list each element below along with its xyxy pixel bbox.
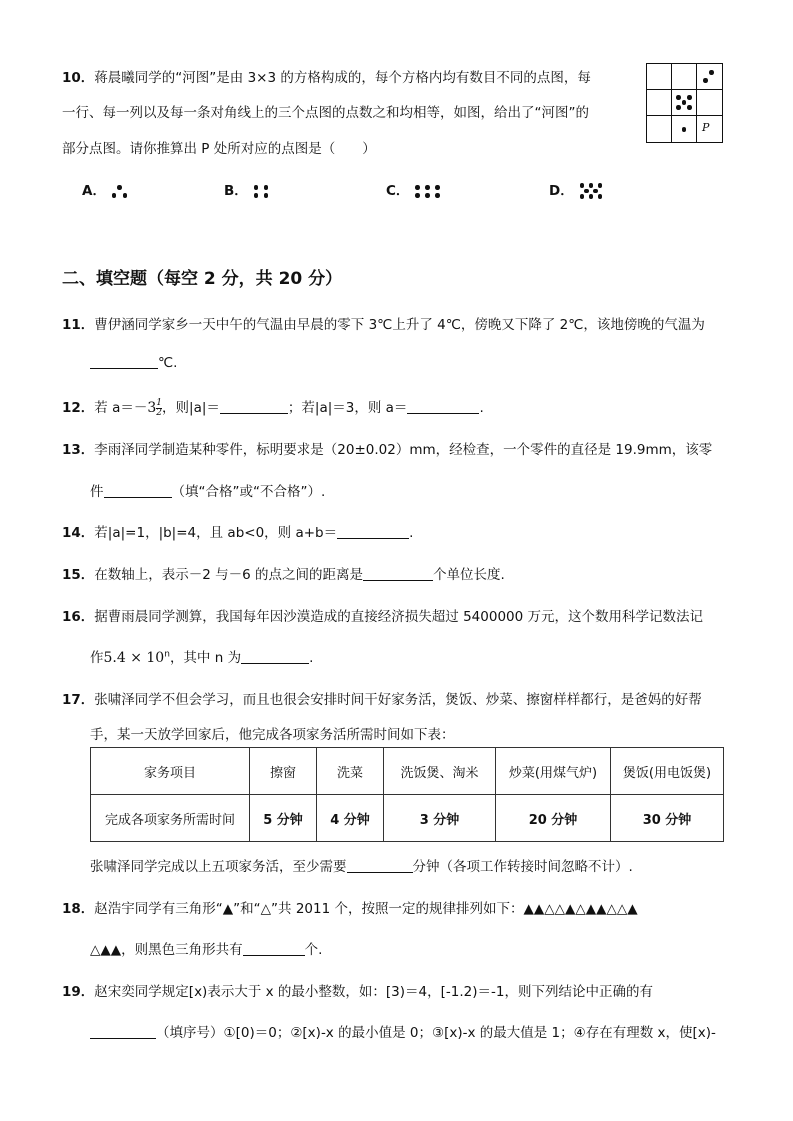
- q13-answer-blank[interactable]: [104, 484, 172, 498]
- table-cell: 家务项目: [91, 748, 250, 795]
- q14-line: 14．若|a|=1，|b|=4，且 ab<0，则 a+b＝ .: [62, 525, 414, 541]
- table-cell: 4 分钟: [317, 795, 384, 842]
- table-row: [91, 795, 724, 842]
- chores-time-table: [90, 747, 724, 842]
- q11-answer-blank[interactable]: [90, 355, 158, 369]
- q10-text-1: 蒋晨曦同学的“河图”是由 3×3 的方格构成的，每个方格内均有数目不同的点图，每: [94, 70, 591, 86]
- choice-d[interactable]: D．: [549, 179, 604, 199]
- q15-answer-blank[interactable]: [363, 567, 433, 581]
- q19-line1: 19．赵宋奕同学规定[x)表示大于 x 的最小整数，如：[3)＝4，[-1.2)＝-1，则下列结论中正确的有: [62, 984, 653, 1000]
- dots-icon-eight: [580, 183, 604, 199]
- q18-answer-blank[interactable]: [243, 942, 305, 956]
- q10-line2: 一行、每一列以及每一条对角线上的三个点图的点数之和均相等，如图，给出了“河图”的: [62, 105, 589, 121]
- grid-dot: [682, 127, 687, 132]
- q17-line2: 手，某一天放学回家后，他完成各项家务活所需时间如下表：: [90, 727, 455, 743]
- q17-line1: 17．张啸泽同学不但会学习，而且也很会安排时间干好家务活，煲饭、炒菜、擦窗样样都行，是爸妈的好帮: [62, 692, 702, 708]
- choice-b[interactable]: B．: [224, 179, 270, 199]
- q14-answer-blank[interactable]: [337, 525, 409, 539]
- table-cell: 煲饭(用电饭煲): [611, 748, 724, 795]
- table-cell: 炒菜(用煤气炉): [496, 748, 611, 795]
- choice-c[interactable]: C．: [386, 179, 441, 199]
- q15-line: 15．在数轴上，表示－2 与－6 的点之间的距离是 个单位长度.: [62, 567, 505, 583]
- table-row: [91, 748, 724, 795]
- choice-a[interactable]: A．: [82, 179, 128, 199]
- q13-line1: 13．李雨泽同学制造某种零件，标明要求是（20±0.02）mm，经检查，一个零件的直径是 19.9mm，该零: [62, 442, 713, 458]
- grid-dot: [709, 70, 714, 75]
- q12-a-blank[interactable]: [407, 400, 479, 414]
- table-cell: 完成各项家务所需时间: [91, 795, 250, 842]
- q17-after-table: 张啸泽同学完成以上五项家务活，至少需要 分钟（各项工作转接时间忽略不计）.: [90, 859, 633, 875]
- dots-icon-six: [415, 184, 441, 198]
- table-cell: 5 分钟: [250, 795, 317, 842]
- grid-dot: [682, 100, 687, 105]
- q18-line2: △▲▲，则黑色三角形共有 个.: [90, 942, 323, 958]
- dots-icon-three: [112, 184, 128, 198]
- q19-answer-blank[interactable]: [90, 1025, 156, 1039]
- table-cell: 30 分钟: [611, 795, 724, 842]
- grid-dot: [687, 95, 692, 100]
- q10-number: 10．: [62, 70, 95, 86]
- section-heading-fill-blank: 二、填空题（每空 2 分，共 20 分）: [62, 269, 343, 289]
- grid-dot: [676, 95, 681, 100]
- q12-line: 12．若 a＝－3 $\frac{1}{2}$ ，则|a|＝ ；若|a|＝3，则 a＝ .: [62, 397, 484, 418]
- q16-answer-blank[interactable]: [241, 650, 309, 664]
- q12-abs-blank[interactable]: [220, 400, 288, 414]
- dots-icon-four: [254, 184, 270, 198]
- q16-line1: 16．据曹雨晨同学测算，我国每年因沙漠造成的直接经济损失超过 5400000 万元，这个数用科学记数法记: [62, 609, 704, 625]
- q16-line2: 作$5.4 \times 10^n$，其中 n 为 .: [90, 649, 314, 666]
- q19-line2: （填序号）①[0)＝0；②[x)-x 的最小值是 0；③[x)-x 的最大值是 1；④存在有理数 x，使[x)-: [90, 1021, 716, 1041]
- q11-line1: 11．曹伊涵同学家乡一天中午的气温由早晨的零下 3℃上升了 4℃，傍晚又下降了 2℃，该地傍晚的气温为: [62, 317, 705, 333]
- table-cell: 20 分钟: [496, 795, 611, 842]
- table-cell: 洗菜: [317, 748, 384, 795]
- sci-notation: 5.4 × 10: [103, 650, 165, 666]
- grid-dot: [687, 105, 692, 110]
- he-tu-grid: [646, 63, 723, 143]
- q10-line3: 部分点图。请你推算出 P 处所对应的点图是（ ）: [62, 141, 376, 157]
- q11-line2: ℃.: [90, 355, 177, 371]
- grid-p-label: P: [702, 121, 710, 134]
- grid-dot: [703, 78, 708, 83]
- q10-line1: [62, 66, 591, 86]
- fraction-one-half: $\frac{1}{2}$: [156, 397, 163, 418]
- table-cell: 3 分钟: [384, 795, 496, 842]
- grid-dot: [676, 105, 681, 110]
- q17-answer-blank[interactable]: [347, 859, 413, 873]
- table-cell: 洗饭煲、淘米: [384, 748, 496, 795]
- table-cell: 擦窗: [250, 748, 317, 795]
- q13-line2: 件 （填“合格”或“不合格”）.: [90, 484, 326, 500]
- q18-line1: 18．赵浩宇同学有三角形“▲”和“△”共 2011 个，按照一定的规律排列如下：▲▲△△▲△▲▲△△▲: [62, 901, 638, 917]
